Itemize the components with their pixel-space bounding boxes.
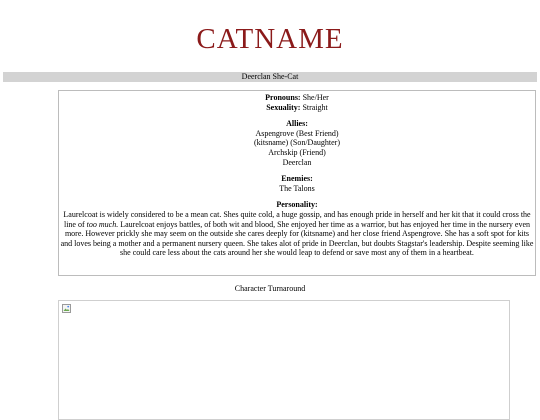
sexuality-value: Straight — [302, 102, 328, 112]
subtitle-bar — [3, 72, 537, 82]
personality-part2: Laurelcoat enjoys battles, of both wit and blood, She enjoyed her time as a warrior, but has enjoyed her time in the nursery even more. However prickly she may seem on the outside she cares deeply for (kitsname) and her close friend Aspengrove. She has a soft spot for kits and loves being a mother and a permanent nursery queen. She takes alot of pride in Deerclan, but doubts Stagstar's leadership. Despite seeming like she could care less about the cats around her she would leap to defend or save most any of them in a heartbeat. — [60, 219, 534, 258]
sexuality-label: Sexuality: — [266, 102, 301, 112]
personality-heading: Personality: — [276, 200, 318, 210]
character-info-box — [58, 90, 536, 276]
subtitle-text: Deerclan She-Cat — [241, 72, 299, 81]
enemy-item: The Talons — [279, 183, 315, 193]
pronouns-row — [59, 93, 535, 103]
ally-item: Deerclan — [282, 157, 312, 167]
personality-text — [59, 210, 535, 258]
allies-heading: Allies: — [286, 119, 308, 129]
ally-item: (kitsname) (Son/Daughter) — [254, 138, 340, 148]
broken-image-icon — [62, 304, 71, 313]
enemies-heading: Enemies: — [281, 174, 313, 184]
pronouns-label: Pronouns: — [265, 93, 301, 102]
spacer — [59, 112, 535, 119]
personality-emphasis: too much. — [86, 219, 119, 229]
turnaround-image — [58, 300, 510, 420]
sexuality-row — [59, 103, 535, 113]
personality-part1: Laurelcoat is widely considered to be a mean cat. Shes quite cold, a huge gossip, and has enough pride in herself and her kit that it could cross the line of — [63, 209, 531, 229]
turnaround-label: Character Turnaround — [234, 284, 306, 293]
ally-item: Aspengrove (Best Friend) — [255, 128, 339, 138]
ally-item: Archskip (Friend) — [268, 147, 326, 157]
pronouns-value: She/Her — [302, 93, 329, 102]
spacer — [59, 167, 535, 174]
spacer — [59, 193, 535, 200]
page-title: CATNAME — [196, 23, 344, 55]
